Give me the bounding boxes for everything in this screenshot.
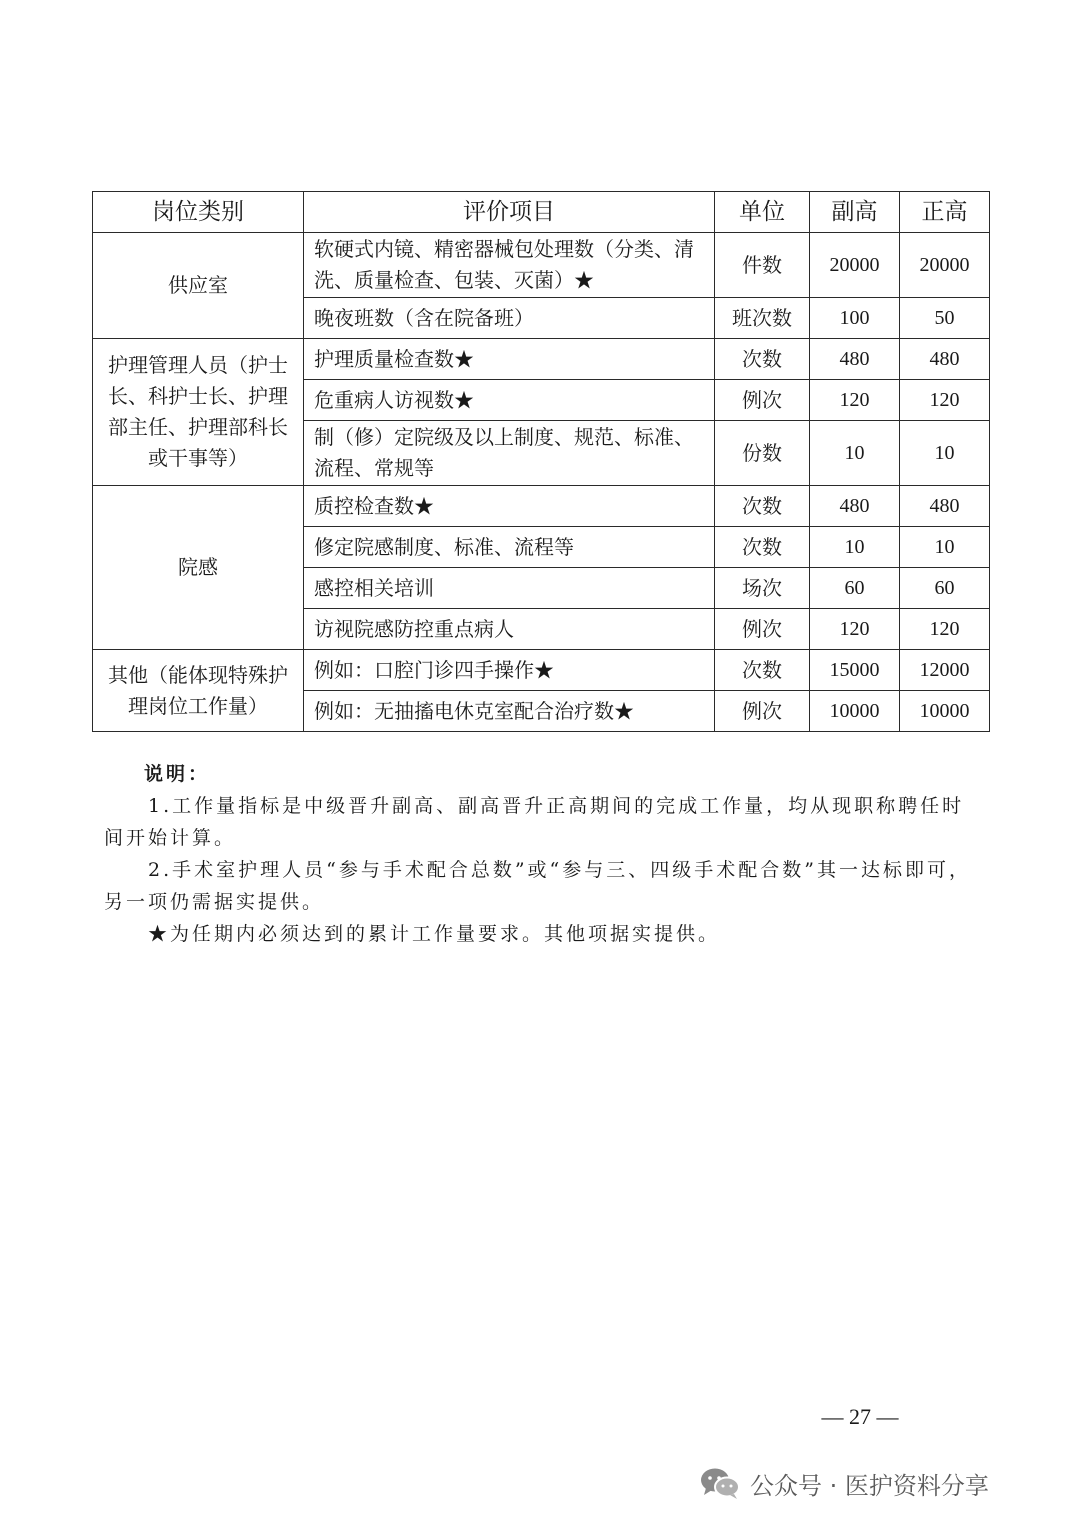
deputy-cell: 120 bbox=[810, 609, 900, 650]
unit-cell: 例次 bbox=[715, 380, 810, 421]
header-category: 岗位类别 bbox=[93, 192, 304, 233]
category-cell: 供应室 bbox=[93, 233, 304, 339]
wechat-icon bbox=[698, 1465, 742, 1501]
unit-cell: 班次数 bbox=[715, 298, 810, 339]
item-cell: 访视院感防控重点病人 bbox=[304, 609, 715, 650]
unit-cell: 例次 bbox=[715, 691, 810, 732]
table-row bbox=[93, 486, 990, 527]
category-cell: 护理管理人员（护士长、科护士长、护理部主任、护理部科长或干事等） bbox=[93, 339, 304, 486]
deputy-cell: 20000 bbox=[810, 233, 900, 298]
page-number: — 27 — bbox=[821, 1404, 899, 1429]
table-row bbox=[93, 339, 990, 380]
item-cell: 软硬式内镜、精密器械包处理数（分类、清洗、质量检查、包装、灭菌）★ bbox=[304, 233, 715, 298]
senior-cell: 120 bbox=[900, 609, 990, 650]
unit-cell: 次数 bbox=[715, 486, 810, 527]
senior-cell: 10 bbox=[900, 527, 990, 568]
table-row bbox=[93, 233, 990, 298]
senior-cell: 120 bbox=[900, 380, 990, 421]
item-cell: 质控检查数★ bbox=[304, 486, 715, 527]
unit-cell: 次数 bbox=[715, 527, 810, 568]
watermark bbox=[698, 1461, 989, 1505]
unit-cell: 件数 bbox=[715, 233, 810, 298]
unit-cell: 份数 bbox=[715, 421, 810, 486]
item-cell: 晚夜班数（含在院备班） bbox=[304, 298, 715, 339]
deputy-cell: 10000 bbox=[810, 691, 900, 732]
senior-cell: 50 bbox=[900, 298, 990, 339]
item-cell: 制（修）定院级及以上制度、规范、标准、流程、常规等 bbox=[304, 421, 715, 486]
table-header-row bbox=[93, 192, 990, 233]
deputy-cell: 60 bbox=[810, 568, 900, 609]
item-cell: 感控相关培训 bbox=[304, 568, 715, 609]
category-cell: 其他（能体现特殊护理岗位工作量） bbox=[93, 650, 304, 732]
table-row bbox=[93, 650, 990, 691]
header-item: 评价项目 bbox=[304, 192, 715, 233]
senior-cell: 10 bbox=[900, 421, 990, 486]
senior-cell: 20000 bbox=[900, 233, 990, 298]
senior-cell: 60 bbox=[900, 568, 990, 609]
item-cell: 危重病人访视数★ bbox=[304, 380, 715, 421]
unit-cell: 场次 bbox=[715, 568, 810, 609]
unit-cell: 例次 bbox=[715, 609, 810, 650]
item-cell: 修定院感制度、标准、流程等 bbox=[304, 527, 715, 568]
senior-cell: 480 bbox=[900, 486, 990, 527]
senior-cell: 480 bbox=[900, 339, 990, 380]
workload-table bbox=[92, 191, 990, 732]
unit-cell: 次数 bbox=[715, 339, 810, 380]
deputy-cell: 10 bbox=[810, 527, 900, 568]
deputy-cell: 15000 bbox=[810, 650, 900, 691]
header-senior: 正高 bbox=[900, 192, 990, 233]
deputy-cell: 100 bbox=[810, 298, 900, 339]
notes-title: 说明： bbox=[144, 763, 211, 785]
category-cell: 院感 bbox=[93, 486, 304, 650]
item-cell: 护理质量检查数★ bbox=[304, 339, 715, 380]
deputy-cell: 480 bbox=[810, 486, 900, 527]
senior-cell: 12000 bbox=[900, 650, 990, 691]
note-item: ★为任期内必须达到的累计工作量要求。其他项据实提供。 bbox=[148, 923, 721, 945]
note-item: 2.手术室护理人员“参与手术配合总数”或“参与三、四级手术配合数”其一达标即可，另一项仍需据实提供。 bbox=[104, 859, 971, 913]
item-cell: 例如：口腔门诊四手操作★ bbox=[304, 650, 715, 691]
deputy-cell: 480 bbox=[810, 339, 900, 380]
header-unit: 单位 bbox=[715, 192, 810, 233]
unit-cell: 次数 bbox=[715, 650, 810, 691]
notes-section bbox=[104, 758, 974, 950]
item-cell: 例如：无抽搐电休克室配合治疗数★ bbox=[304, 691, 715, 732]
deputy-cell: 120 bbox=[810, 380, 900, 421]
deputy-cell: 10 bbox=[810, 421, 900, 486]
note-item: 1.工作量指标是中级晋升副高、副高晋升正高期间的完成工作量，均从现职称聘任时间开始计算。 bbox=[104, 795, 965, 849]
header-deputy: 副高 bbox=[810, 192, 900, 233]
watermark-text: 公众号 · 医护资料分享 bbox=[750, 1471, 989, 1500]
senior-cell: 10000 bbox=[900, 691, 990, 732]
